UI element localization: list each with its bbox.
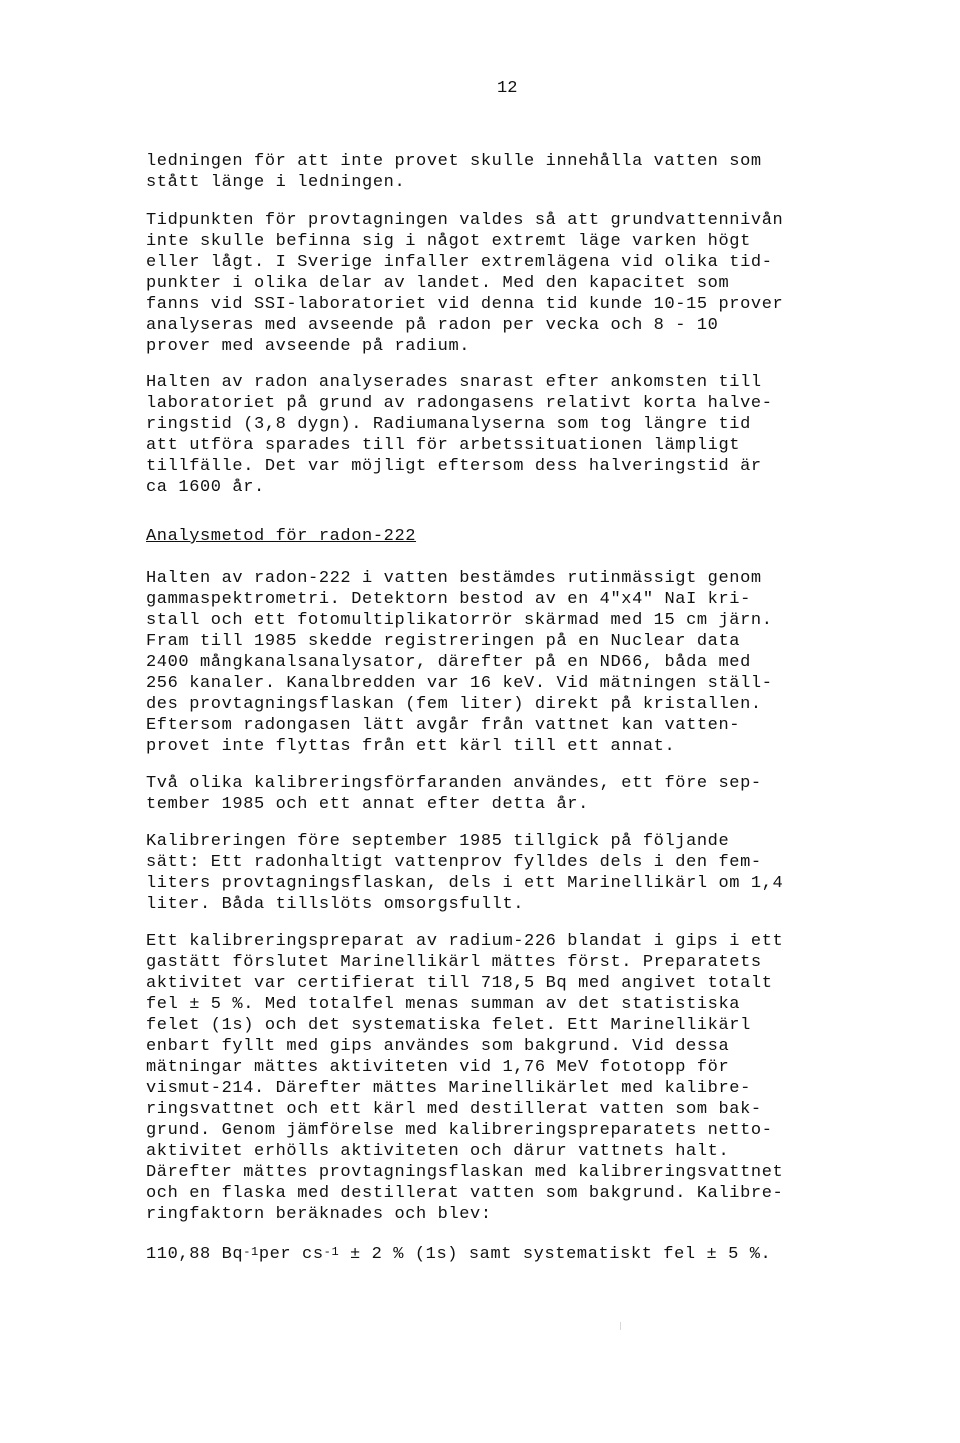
text-line: Eftersom radongasen lätt avgår från vattnet kan vatten- [146, 716, 741, 735]
page-number: 12 [497, 79, 518, 98]
text-line: Ett kalibreringspreparat av radium-226 blandat i gips i ett [146, 932, 784, 951]
text-line: tember 1985 och ett annat efter detta år. [146, 795, 589, 814]
formula-uncertainty: ± 2 % (1s) samt systematiskt fel ± 5 %. [339, 1245, 772, 1264]
text-line: ringstid (3,8 dygn). Radiumanalyserna som tog längre tid [146, 415, 751, 434]
text-line: ringsvattnet och ett kärl med destillerat vatten som bak- [146, 1100, 762, 1119]
text-line: punkter i olika delar av landet. Med den kapacitet som [146, 274, 730, 293]
text-line: aktivitet erhölls aktiviteten och därur vattnets halt. [146, 1142, 730, 1161]
text-line: laboratoriet på grund av radongasens relativt korta halve- [146, 394, 773, 413]
formula-exponent: -1 [323, 1245, 340, 1259]
text-line: mätningar mättes aktiviteten vid 1,76 MeV fototopp för [146, 1058, 730, 1077]
text-line: stått länge i ledningen. [146, 173, 406, 192]
text-line: enbart fyllt med gips användes som bakgrund. Vid dessa [146, 1037, 730, 1056]
text-line: eller lågt. I Sverige infaller extremlägena vid olika tid- [146, 253, 773, 272]
text-line: liters provtagningsflaskan, dels i ett Marinellikärl om 1,4 [146, 874, 784, 893]
text-line: ledningen för att inte provet skulle innehålla vatten som [146, 152, 762, 171]
text-line: tillfälle. Det var möjligt eftersom dess halveringstid är [146, 457, 762, 476]
text-line: att utföra sparades till för arbetssituationen lämpligt [146, 436, 741, 455]
text-line: och en flaska med destillerat vatten som bakgrund. Kalibre- [146, 1184, 784, 1203]
text-line: des provtagningsflaskan (fem liter) direkt på kristallen. [146, 695, 762, 714]
text-line: fanns vid SSI-laboratoriet vid denna tid kunde 10-15 prover [146, 295, 784, 314]
text-line: stall och ett fotomultiplikatorrör skärmad med 15 cm järn. [146, 611, 773, 630]
text-line: inte skulle befinna sig i något extremt läge varken högt [146, 232, 751, 251]
text-line: Halten av radon analyserades snarast efter ankomsten till [146, 373, 762, 392]
text-line: provet inte flyttas från ett kärl till ett annat. [146, 737, 676, 756]
text-line: fel ± 5 %. Med totalfel menas summan av det statistiska [146, 995, 741, 1014]
text-line: Tidpunkten för provtagningen valdes så att grundvattennivån [146, 211, 784, 230]
text-line: Kalibreringen före september 1985 tillgick på följande [146, 832, 730, 851]
text-line: felet (1s) och det systematiska felet. Ett Marinellikärl [146, 1016, 751, 1035]
formula-exponent: -1 [243, 1245, 259, 1259]
text-line: analyseras med avseende på radon per vecka och 8 - 10 [146, 316, 719, 335]
formula-per: per cs [258, 1245, 324, 1264]
text-line: 256 kanaler. Kanalbredden var 16 keV. Vid mätningen ställ- [146, 674, 773, 693]
calibration-formula [146, 1244, 771, 1265]
text-line: Därefter mättes provtagningsflaskan med kalibreringsvattnet [146, 1163, 784, 1182]
text-line: prover med avseende på radium. [146, 337, 471, 356]
scan-artifact [620, 1322, 621, 1330]
text-line: vismut-214. Därefter mättes Marinellikärlet med kalibre- [146, 1079, 751, 1098]
text-line: aktivitet var certifierat till 718,5 Bq med angivet totalt [146, 974, 773, 993]
formula-value: 110,88 Bq [146, 1245, 244, 1264]
text-line: gastätt förslutet Marinellikärl mättes först. Preparatets [146, 953, 762, 972]
section-heading: Analysmetod för radon-222 [146, 527, 417, 546]
text-line: sätt: Ett radonhaltigt vattenprov fylldes dels i den fem- [146, 853, 762, 872]
text-line: Fram till 1985 skedde registreringen på en Nuclear data [146, 632, 741, 651]
text-line: liter. Båda tillslöts omsorgsfullt. [146, 895, 525, 914]
text-line: 2400 mångkanalsanalysator, därefter på en ND66, båda med [146, 653, 751, 672]
text-line: ringfaktorn beräknades och blev: [146, 1205, 492, 1224]
text-line: gammaspektrometri. Detektorn bestod av en 4"x4" NaI kri- [146, 590, 751, 609]
text-line: Två olika kalibreringsförfaranden användes, ett före sep- [146, 774, 762, 793]
text-line: grund. Genom jämförelse med kalibreringspreparatets netto- [146, 1121, 773, 1140]
text-line: ca 1600 år. [146, 478, 265, 497]
text-line: Halten av radon-222 i vatten bestämdes rutinmässigt genom [146, 569, 762, 588]
